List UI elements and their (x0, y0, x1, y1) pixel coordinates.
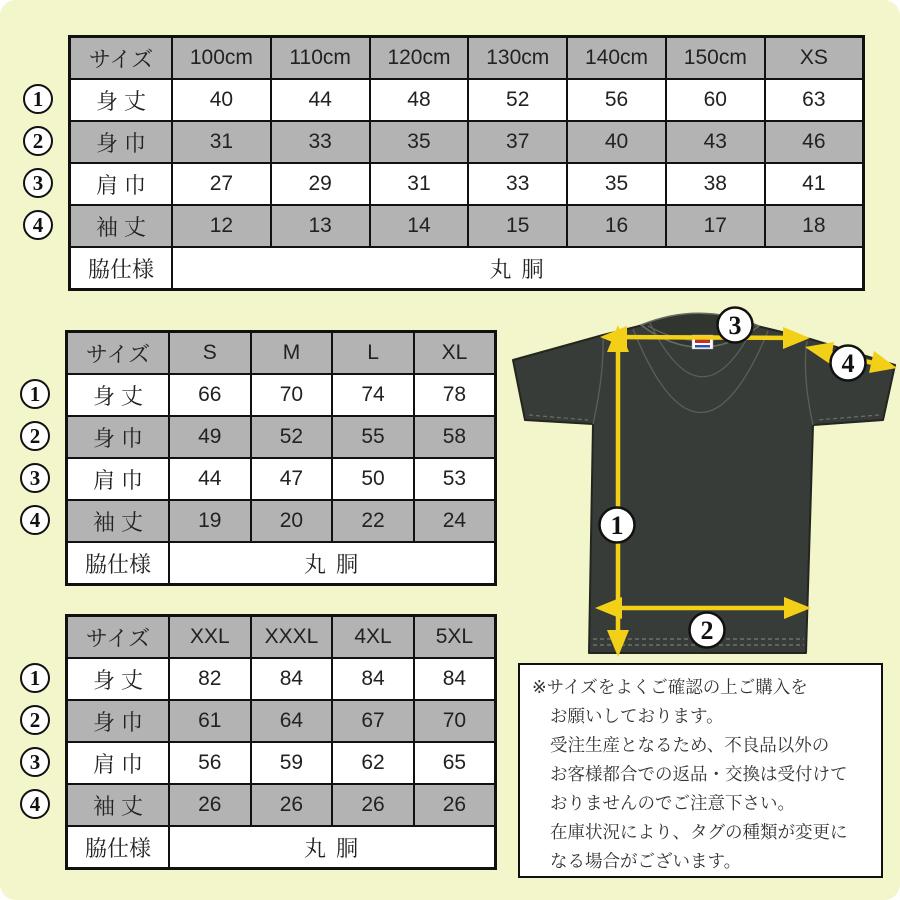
column-header: XL (414, 332, 496, 375)
cell-value: 70 (251, 374, 333, 416)
column-header: XS (765, 37, 864, 80)
table-row (67, 374, 496, 416)
table-row (67, 500, 496, 542)
cell-value: 17 (666, 205, 765, 247)
row-number-circle: 2 (23, 126, 53, 156)
cell-value: 13 (271, 205, 370, 247)
column-header: XXL (169, 616, 251, 659)
cell-value: 15 (468, 205, 567, 247)
cell-value: 67 (332, 700, 414, 742)
cell-value: 18 (765, 205, 864, 247)
column-header: 120cm (370, 37, 469, 80)
cell-value: 47 (251, 458, 333, 500)
row-label: 肩 巾 (70, 163, 173, 205)
column-header: 5XL (414, 616, 496, 659)
measure-point-3-label: 3 (728, 311, 742, 340)
cell-value: 52 (468, 79, 567, 121)
table-row (70, 79, 864, 121)
row-number-circles (19, 614, 53, 870)
cell-value: 60 (666, 79, 765, 121)
table-row (67, 416, 496, 458)
size-column-header: サイズ (67, 616, 170, 659)
notice-line: お願いしております。 (550, 706, 724, 726)
cell-value: 19 (169, 500, 251, 542)
row-number-circle: 3 (23, 168, 53, 198)
cell-value: 44 (169, 458, 251, 500)
size-table-kids (22, 35, 865, 291)
notice-line: お客様都合での返品・交換は受付けて (550, 764, 848, 784)
cell-value: 26 (251, 784, 333, 826)
cell-value: 33 (468, 163, 567, 205)
spec-value: 丸 胴 (169, 826, 496, 869)
table-row (70, 163, 864, 205)
notice-line: なる場合がございます。 (550, 851, 742, 871)
size-column-header: サイズ (70, 37, 173, 80)
table-row (70, 205, 864, 247)
row-number-circle: 4 (23, 210, 53, 240)
row-number-circle: 2 (20, 705, 50, 735)
notice-line: おりませんのでご注意下さい。 (550, 793, 795, 813)
header-row (70, 37, 864, 80)
cell-value: 43 (666, 121, 765, 163)
row-label: 肩 巾 (67, 458, 170, 500)
cell-value: 58 (414, 416, 496, 458)
cell-value: 61 (169, 700, 251, 742)
purchase-notice-box (518, 663, 883, 878)
row-number-circle: 1 (20, 663, 50, 693)
cell-value: 62 (332, 742, 414, 784)
row-label: 袖 丈 (70, 205, 173, 247)
cell-value: 33 (271, 121, 370, 163)
cell-value: 31 (172, 121, 271, 163)
row-number-circle: 3 (20, 463, 50, 493)
cell-value: 20 (251, 500, 333, 542)
cell-value: 63 (765, 79, 864, 121)
cell-value: 22 (332, 500, 414, 542)
row-number-circles (22, 35, 56, 291)
column-header: 100cm (172, 37, 271, 80)
row-number-circle: 4 (20, 505, 50, 535)
cell-value: 35 (370, 121, 469, 163)
notice-line: 在庫状況により、タグの種類が変更に (550, 822, 848, 842)
size-column-header: サイズ (67, 332, 170, 375)
size-table (68, 35, 865, 291)
column-header: M (251, 332, 333, 375)
row-number-circle: 1 (20, 379, 50, 409)
column-header: 140cm (567, 37, 666, 80)
row-label: 袖 丈 (67, 784, 170, 826)
row-label: 身 丈 (67, 374, 170, 416)
cell-value: 64 (251, 700, 333, 742)
cell-value: 35 (567, 163, 666, 205)
column-header: 130cm (468, 37, 567, 80)
spec-label: 脇仕様 (67, 542, 170, 585)
row-label: 身 巾 (70, 121, 173, 163)
cell-value: 14 (370, 205, 469, 247)
header-row (67, 332, 496, 375)
row-number-circle: 2 (20, 421, 50, 451)
cell-value: 26 (169, 784, 251, 826)
cell-value: 26 (332, 784, 414, 826)
table-row (67, 784, 496, 826)
row-label: 身 巾 (67, 700, 170, 742)
column-header: 150cm (666, 37, 765, 80)
size-table (65, 330, 497, 586)
measure-point-3 (718, 308, 753, 343)
cell-value: 37 (468, 121, 567, 163)
measure-point-1-label: 1 (610, 511, 624, 540)
measure-point-1 (600, 508, 635, 543)
cell-value: 53 (414, 458, 496, 500)
notice-line: 受注生産となるため、不良品以外の (550, 735, 830, 755)
cell-value: 50 (332, 458, 414, 500)
measure-point-4 (831, 346, 866, 381)
spec-value: 丸 胴 (169, 542, 496, 585)
cell-value: 65 (414, 742, 496, 784)
column-header: 110cm (271, 37, 370, 80)
header-row (67, 616, 496, 659)
cell-value: 12 (172, 205, 271, 247)
column-header: L (332, 332, 414, 375)
cell-value: 46 (765, 121, 864, 163)
cell-value: 26 (414, 784, 496, 826)
cell-value: 29 (271, 163, 370, 205)
tshirt-measurement-diagram (500, 305, 900, 660)
row-number-circles (19, 330, 53, 586)
cell-value: 78 (414, 374, 496, 416)
cell-value: 52 (251, 416, 333, 458)
cell-value: 48 (370, 79, 469, 121)
size-table-plus (19, 614, 497, 870)
row-number-circle: 3 (20, 747, 50, 777)
spec-label: 脇仕様 (67, 826, 170, 869)
size-table-adult (19, 330, 497, 586)
cell-value: 59 (251, 742, 333, 784)
cell-value: 84 (332, 658, 414, 700)
column-header: XXXL (251, 616, 333, 659)
row-label: 身 丈 (70, 79, 173, 121)
row-label: 袖 丈 (67, 500, 170, 542)
table-row (67, 458, 496, 500)
table-row (67, 700, 496, 742)
notice-line: ※サイズをよくご確認の上ご購入を (532, 677, 808, 697)
cell-value: 24 (414, 500, 496, 542)
spec-row (67, 826, 496, 869)
cell-value: 84 (414, 658, 496, 700)
cell-value: 31 (370, 163, 469, 205)
spec-row (70, 247, 864, 290)
cell-value: 41 (765, 163, 864, 205)
row-number-circle: 1 (23, 84, 53, 114)
spec-row (67, 542, 496, 585)
spec-label: 脇仕様 (70, 247, 173, 290)
cell-value: 70 (414, 700, 496, 742)
cell-value: 44 (271, 79, 370, 121)
row-number-circle: 4 (20, 789, 50, 819)
measure-point-2 (690, 613, 725, 648)
cell-value: 66 (169, 374, 251, 416)
cell-value: 56 (567, 79, 666, 121)
column-header: 4XL (332, 616, 414, 659)
size-table (65, 614, 497, 870)
cell-value: 40 (172, 79, 271, 121)
measure-point-4-label: 4 (841, 349, 855, 378)
cell-value: 56 (169, 742, 251, 784)
cell-value: 38 (666, 163, 765, 205)
cell-value: 40 (567, 121, 666, 163)
cell-value: 82 (169, 658, 251, 700)
table-row (70, 121, 864, 163)
column-header: S (169, 332, 251, 375)
cell-value: 49 (169, 416, 251, 458)
spec-value: 丸 胴 (172, 247, 864, 290)
table-row (67, 742, 496, 784)
row-label: 身 巾 (67, 416, 170, 458)
cell-value: 16 (567, 205, 666, 247)
row-label: 身 丈 (67, 658, 170, 700)
measure-point-2-label: 2 (700, 616, 714, 645)
cell-value: 55 (332, 416, 414, 458)
cell-value: 84 (251, 658, 333, 700)
cell-value: 74 (332, 374, 414, 416)
table-row (67, 658, 496, 700)
cell-value: 27 (172, 163, 271, 205)
row-label: 肩 巾 (67, 742, 170, 784)
